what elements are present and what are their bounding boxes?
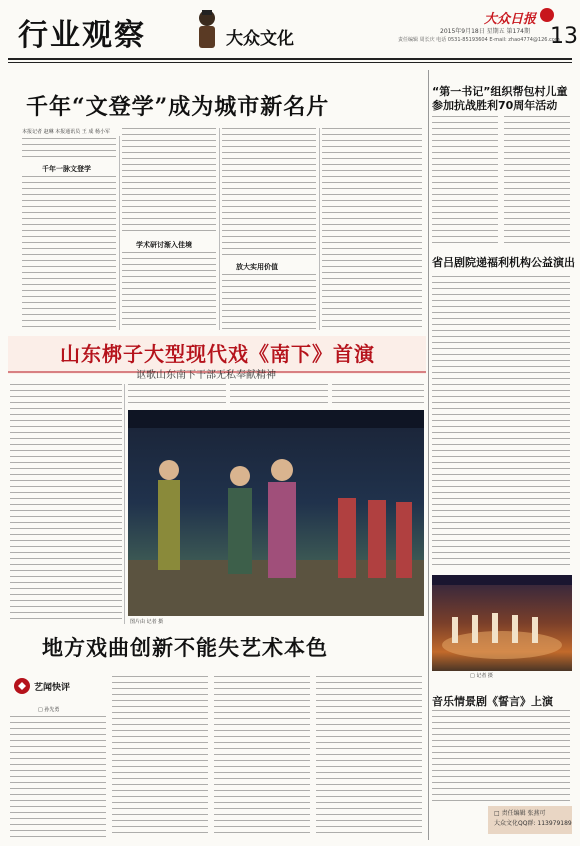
- column-rule: [124, 384, 125, 624]
- mascot-illustration: [190, 6, 224, 50]
- article-text-block: [10, 384, 122, 624]
- date-line: 2015年9月18日 星期五 第174期: [440, 28, 530, 35]
- photo-caption: 图片由 记者 摄: [130, 619, 164, 625]
- right-column-rule: [428, 70, 429, 840]
- article-text-block: [122, 128, 216, 236]
- main-byline: 本报记者 赵琳 本报通讯员 王 成 杨小军: [22, 129, 110, 135]
- footer-editor: □ 责任编辑 张燕可: [494, 810, 546, 817]
- opera-stage-photo: [128, 410, 424, 616]
- opinion-author: □ 孙先勇: [38, 707, 60, 713]
- right-headline-3: 音乐情景剧《誓言》上演: [432, 695, 553, 708]
- column-rule: [219, 128, 220, 330]
- article-text-block: [22, 176, 116, 330]
- article-text-block: [504, 116, 570, 248]
- section-title: 行业观察: [18, 18, 146, 53]
- footer-qq-group: 大众文化QQ群: 113979189: [494, 820, 572, 827]
- opinion-headline: 地方戏曲创新不能失艺术本色: [42, 635, 328, 660]
- article-text-block: [316, 676, 422, 838]
- article-text-block: [332, 384, 424, 406]
- brand-logo-icon: [540, 8, 554, 22]
- editors-line: 责任编辑 周长庆 电话 0531-85193604 E-mail: zhao4774@126.com: [398, 37, 560, 43]
- column-name: 艺闻快评: [34, 683, 71, 693]
- article-text-block: [322, 128, 422, 330]
- column-rule: [319, 128, 320, 330]
- article-text-block: [230, 384, 328, 406]
- article-text-block: [122, 252, 216, 330]
- page-header: [0, 0, 580, 66]
- header-rule: [8, 58, 572, 60]
- main-headline: 千年“文登学”成为城市新名片: [26, 94, 330, 120]
- small-photo-caption: □ 记者 摄: [470, 673, 493, 679]
- feature-subheadline: 讴歌山东南下干部无私奉献精神: [136, 370, 276, 381]
- column-rule: [119, 136, 120, 330]
- article-text-block: [432, 116, 498, 248]
- right-headline-1: “第一书记”组织帮包村儿童参加抗战胜利70周年活动: [432, 85, 568, 112]
- article-text-block: [214, 676, 310, 838]
- section-subtitle: 大众文化: [226, 29, 294, 49]
- feature-headline: 山东梆子大型现代戏《南下》首演: [60, 342, 375, 366]
- article-text-block: [112, 676, 208, 838]
- header-rule-thin: [8, 62, 572, 63]
- stage-scene-graphic: [432, 575, 572, 671]
- performance-photo: [432, 575, 572, 671]
- right-headline-2: 省吕剧院递福利机构公益演出: [432, 256, 575, 269]
- stage-performers-graphic: [128, 410, 424, 616]
- newspaper-brand: 大众日报: [484, 12, 537, 27]
- page-number: 13: [550, 24, 578, 49]
- subhead-1: 千年一脉文登学: [42, 165, 91, 173]
- article-text-block: [22, 138, 116, 160]
- article-text-block: [222, 128, 316, 256]
- article-text-block: [222, 274, 316, 330]
- article-text-block: [128, 384, 226, 406]
- subhead-2: 学术研讨渐入佳境: [136, 241, 192, 249]
- article-text-block: [10, 716, 106, 838]
- subhead-3: 放大实用价值: [236, 263, 278, 271]
- article-text-block: [432, 276, 570, 568]
- article-text-block: [432, 710, 570, 802]
